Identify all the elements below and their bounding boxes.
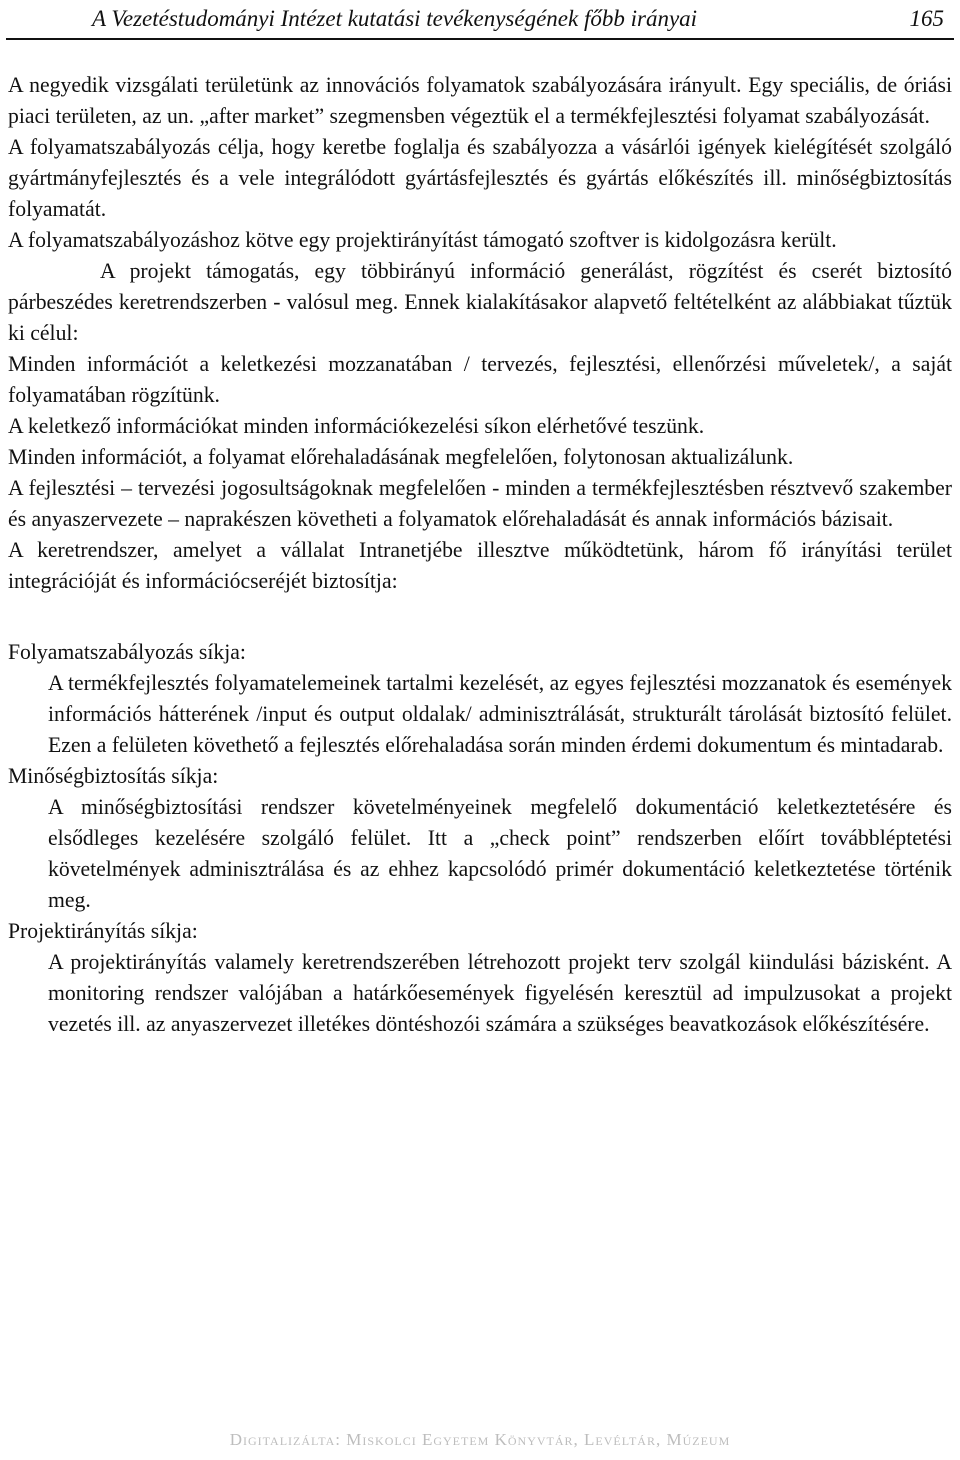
running-header: [6, 2, 954, 40]
section-text: A termékfejlesztés folyamatelemeinek tartalmi kezelését, az egyes fejlesztési mozzanatok és események információs hátterének /input és output oldalak/ adminisztrálását, strukturált tárolását biztosító felület. Ezen a felületen követhető a fejlesztés előrehaladása során minden érdemi dokumentum és mintadarab.: [48, 671, 952, 757]
spacer: [8, 597, 952, 637]
paragraph: A folyamatszabályozás célja, hogy keretbe foglalja és szabályozza a vásárlói igények kielégítését szolgáló gyártmányfejlesztés és a vele integrálódott gyártásfejlesztés és gyártás előkészítés ill. minőségbiztosítás folyamatát.: [8, 135, 952, 221]
header-title: A Vezetéstudományi Intézet kutatási tevékenységének főbb irányai: [92, 6, 698, 31]
paragraph: A folyamatszabályozáshoz kötve egy projektirányítást támogató szoftver is kidolgozásra került.: [8, 228, 837, 252]
paragraph: A negyedik vizsgálati területünk az innovációs folyamatok szabályozására irányult. Egy speciális, de óriási piaci területen, az un. „after market” szegmensben végeztük el a termékfejlesztési folyamat szabályozását.: [8, 73, 952, 128]
paragraph: A fejlesztési – tervezési jogosultságoknak megfelelően - minden a termékfejlesztésben résztvevő szakember és anyaszervezete – naprakészen követheti a folyamatok előrehaladását és annak információs bázisait.: [8, 476, 952, 531]
paragraph: A keletkező információkat minden információkezelési síkon elérhetővé teszünk.: [8, 414, 705, 438]
section-heading: Projektirányítás síkja:: [8, 919, 198, 943]
paragraph: A projekt támogatás, egy többirányú információ generálást, rögzítést és cserét biztosító párbeszédes keretrendszerben - valósul meg. Ennek kialakításakor alapvető feltételként az alábbiakat tűztük ki célul:: [8, 259, 952, 345]
digitization-footer: Digitalizálta: Miskolci Egyetem Könyvtár, Levéltár, Múzeum: [229, 1430, 731, 1449]
section-text: A projektirányítás valamely keretrendszerében létrehozott projekt terv szolgál kiindulási bázisként. A monitoring rendszer valójában a határkőesemények figyelésén keresztül ad impulzusokat a projekt vezetés ill. az anyaszervezet illetékes döntéshozói számára a szükséges beavatkozások előkészítésére.: [48, 950, 952, 1036]
page-number: 165: [909, 6, 944, 31]
document-body: [8, 70, 952, 1040]
section-text: A minőségbiztosítási rendszer követelményeinek megfelelő dokumentáció keletkeztetésére és elsődleges kezelésére szolgáló felület. Itt a „check point” rendszerben előírt továbbléptetési követelmények adminisztrálása és az ehhez kapcsolódó primér dokumentáció keletkeztetése történik meg.: [48, 795, 952, 912]
paragraph: A keretrendszer, amelyet a vállalat Intranetjébe illesztve működtetünk, három fő irányítási terület integrációját és információcseréjét biztosítja:: [8, 538, 952, 593]
section-heading: Minőségbiztosítás síkja:: [8, 764, 219, 788]
section-heading: Folyamatszabályozás síkja:: [8, 640, 246, 664]
paragraph: Minden információt a keletkezési mozzanatában / tervezés, fejlesztési, ellenőrzési műveletek/, a saját folyamatában rögzítünk.: [8, 352, 952, 407]
paragraph: Minden információt, a folyamat előrehaladásának megfelelően, folytonosan aktualizálunk.: [8, 445, 794, 469]
